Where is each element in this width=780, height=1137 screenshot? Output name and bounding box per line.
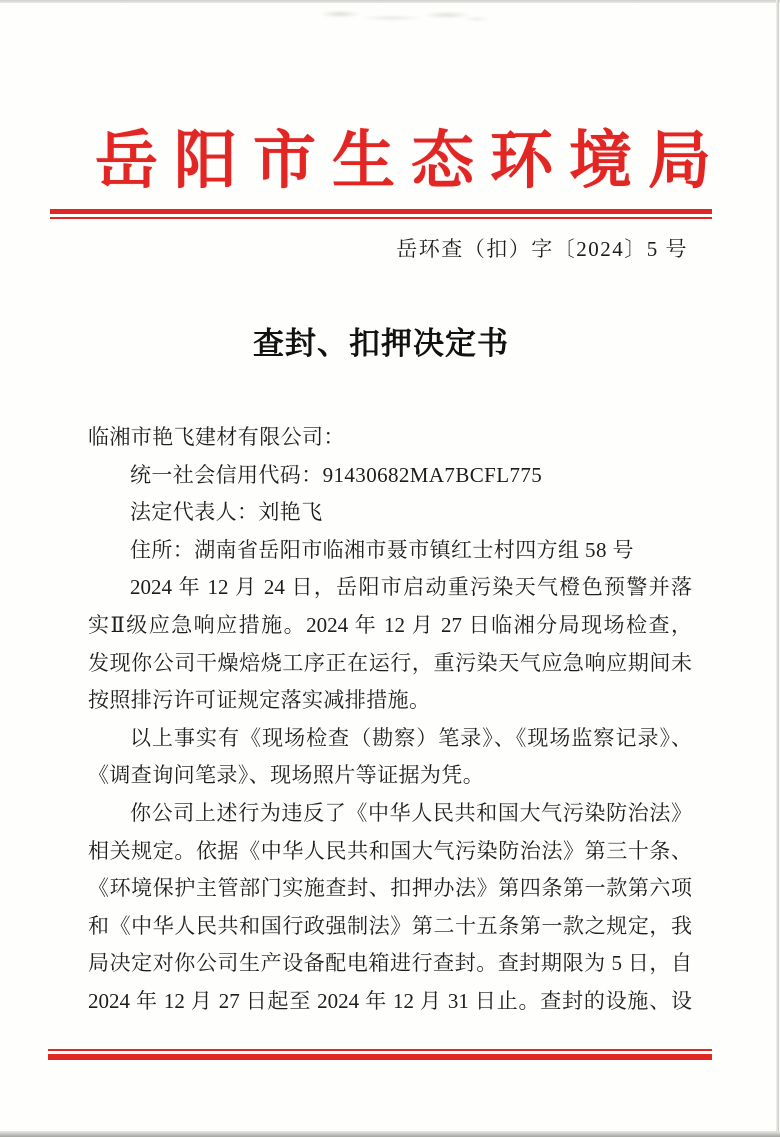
body-line: 发现你公司干燥焙烧工序正在运行，重污染天气应急响应期间未 [88, 650, 692, 675]
issuer-character: 市 [253, 126, 316, 196]
letterhead-issuer-title [95, 127, 711, 195]
scan-smudge-artifact [322, 8, 492, 24]
scan-edge-bottom [0, 1131, 780, 1137]
body-line: 你公司上述行为违反了《中华人民共和国大气污染防治法》 [130, 800, 692, 825]
issuer-character: 阳 [174, 126, 237, 196]
issuer-character: 态 [411, 126, 474, 196]
issuer-character: 岳 [95, 126, 158, 196]
body-line: 2024 年 12 月 24 日，岳阳市启动重污染天气橙色预警并落 [130, 575, 692, 600]
issuer-character: 境 [569, 126, 632, 196]
body-line: 《环境保护主管部门实施查封、扣押办法》第四条第一款第六项 [88, 876, 692, 901]
body-text [88, 419, 692, 1021]
document-reference-number: 岳环查（扣）字〔2024〕5 号 [396, 237, 688, 261]
body-line: 统一社会信用代码：91430682MA7BCFL775 [130, 462, 543, 487]
body-line: 住所：湖南省岳阳市临湘市聂市镇红士村四方组 58 号 [130, 537, 634, 562]
document-title: 查封、扣押决定书 [253, 326, 509, 361]
footer-rule-thick [48, 1054, 712, 1060]
footer-rule-thin [48, 1049, 712, 1051]
scan-edge-top [0, 0, 780, 3]
letterhead-rule-thick [50, 209, 712, 214]
body-line: 法定代表人：刘艳飞 [130, 500, 323, 525]
body-line: 相关规定。依据《中华人民共和国大气污染防治法》第三十条、 [88, 838, 692, 863]
letterhead-rule-thin [50, 217, 712, 219]
body-line: 以上事实有《现场检查（勘察）笔录》、《现场监察记录》、 [130, 725, 692, 750]
body-line: 局决定对你公司生产设备配电箱进行查封。查封期限为 5 日，自 [88, 951, 692, 976]
issuer-character: 生 [332, 126, 395, 196]
issuer-character: 局 [648, 126, 711, 196]
body-line: 临湘市艳飞建材有限公司： [88, 425, 345, 449]
body-line: 和《中华人民共和国行政强制法》第二十五条第一款之规定，我 [88, 913, 692, 938]
body-line: 实Ⅱ级应急响应措施。2024 年 12 月 27 日临湘分局现场检查， [88, 612, 692, 637]
body-line: 2024 年 12 月 27 日起至 2024 年 12 月 31 日止。查封的设施、设 [88, 988, 692, 1013]
body-line: 按照排污许可证规定落实减排措施。 [88, 688, 431, 713]
issuer-character: 环 [490, 126, 553, 196]
body-line: 《调查询问笔录》、现场照片等证据为凭。 [88, 763, 485, 788]
scan-edge-right [776, 0, 779, 1137]
